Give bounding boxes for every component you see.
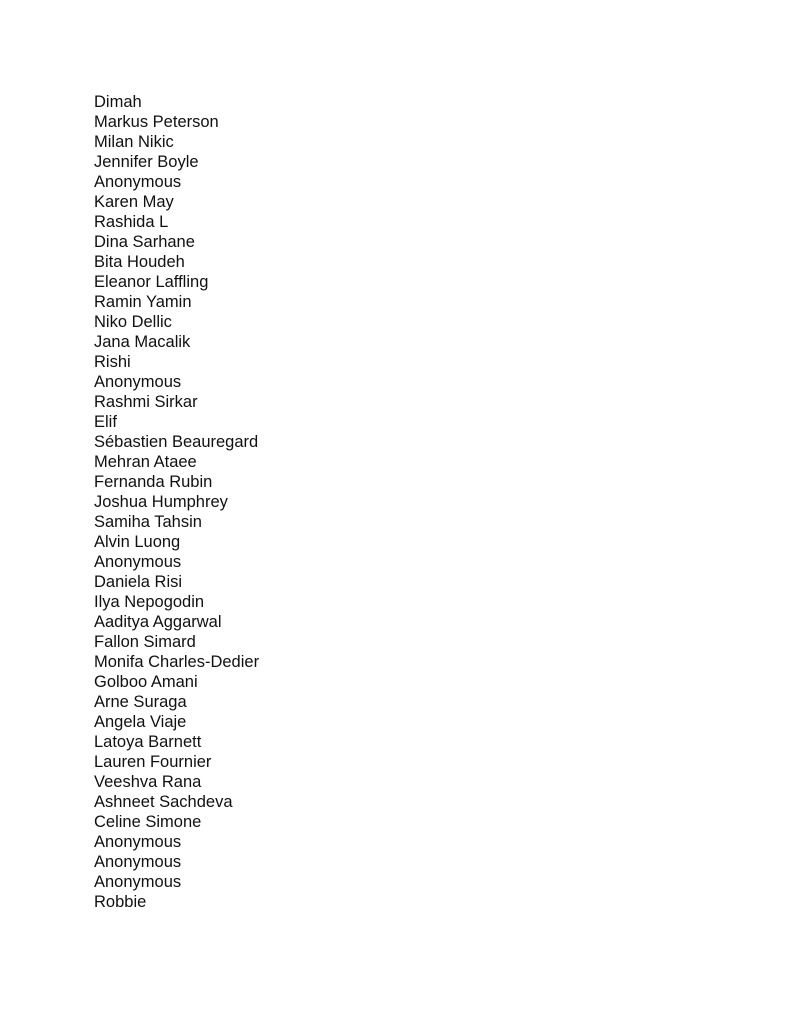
name-entry: Ilya Nepogodin	[94, 593, 205, 611]
name-entry: Joshua Humphrey	[94, 493, 228, 511]
name-entry: Rashida L	[94, 213, 169, 231]
name-entry: Eleanor Laffling	[94, 273, 209, 291]
name-entry: Karen May	[94, 193, 174, 211]
name-entry: Fernanda Rubin	[94, 473, 213, 491]
name-entry: Golboo Amani	[94, 673, 198, 691]
name-entry: Jennifer Boyle	[94, 153, 199, 171]
name-entry: Anonymous	[94, 173, 182, 191]
name-entry: Robbie	[94, 893, 147, 911]
name-entry: Fallon Simard	[94, 633, 196, 651]
name-entry: Niko Dellic	[94, 313, 172, 331]
name-entry: Alvin Luong	[94, 533, 181, 551]
name-entry: Anonymous	[94, 553, 182, 571]
name-entry: Anonymous	[94, 853, 182, 871]
name-entry: Ashneet Sachdeva	[94, 793, 233, 811]
name-entry: Dina Sarhane	[94, 233, 195, 251]
name-entry: Samiha Tahsin	[94, 513, 202, 531]
name-entry: Mehran Ataee	[94, 453, 197, 471]
name-entry: Rashmi Sirkar	[94, 393, 198, 411]
name-entry: Aaditya Aggarwal	[94, 613, 222, 631]
name-entry: Ramin Yamin	[94, 293, 192, 311]
name-entry: Anonymous	[94, 833, 182, 851]
name-entry: Arne Suraga	[94, 693, 187, 711]
name-entry: Anonymous	[94, 373, 182, 391]
name-entry: Sébastien Beauregard	[94, 433, 259, 451]
name-entry: Lauren Fournier	[94, 753, 212, 771]
name-entry: Daniela Risi	[94, 573, 183, 591]
name-entry: Anonymous	[94, 873, 182, 891]
name-entry: Celine Simone	[94, 813, 202, 831]
name-entry: Elif	[94, 413, 117, 431]
name-entry: Bita Houdeh	[94, 253, 185, 271]
name-entry: Markus Peterson	[94, 113, 219, 131]
name-list	[94, 92, 259, 912]
name-entry: Monifa Charles-Dedier	[94, 653, 260, 671]
name-entry: Jana Macalik	[94, 333, 191, 351]
name-entry: Dimah	[94, 93, 142, 111]
name-entry: Veeshva Rana	[94, 773, 202, 791]
name-entry: Angela Viaje	[94, 713, 187, 731]
name-entry: Milan Nikic	[94, 133, 174, 151]
name-entry: Latoya Barnett	[94, 733, 202, 751]
name-entry: Rishi	[94, 353, 131, 371]
